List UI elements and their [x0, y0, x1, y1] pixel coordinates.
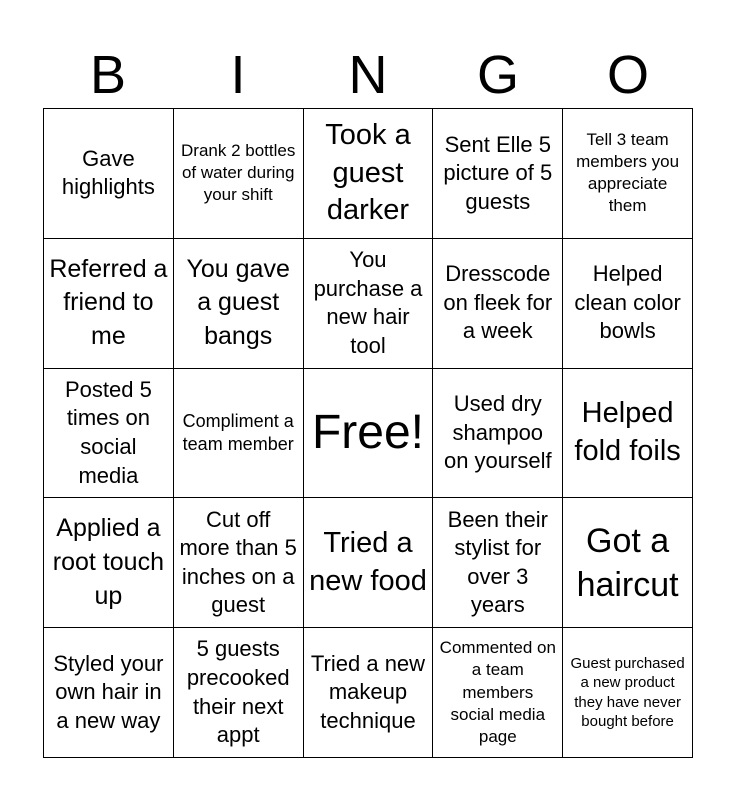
bingo-cell[interactable] — [563, 628, 693, 758]
cell-text: Been their stylist for over 3 years — [447, 506, 548, 618]
bingo-grid — [43, 108, 693, 758]
cell-text: Styled your own hair in a new way — [53, 650, 164, 733]
bingo-cell[interactable] — [563, 369, 693, 499]
cell-text: Used dry shampoo on yourself — [443, 391, 552, 474]
cell-text: Helped fold foils — [574, 397, 681, 467]
bingo-cell[interactable] — [433, 109, 563, 239]
bingo-cell[interactable] — [304, 628, 434, 758]
bingo-cell[interactable] — [174, 498, 304, 628]
cell-text: Applied a root touch up — [52, 514, 164, 610]
bingo-cell[interactable] — [433, 239, 563, 369]
bingo-cell[interactable] — [304, 498, 434, 628]
header-letter-n: N — [348, 45, 388, 105]
bingo-cell[interactable] — [563, 498, 693, 628]
cell-text: Tried a new food — [309, 527, 427, 597]
header-letter-g: G — [476, 45, 519, 105]
cell-text: Dresscode on fleek for a week — [443, 261, 553, 344]
cell-text: Free! — [311, 405, 424, 459]
bingo-cell[interactable] — [44, 239, 174, 369]
free-cell[interactable] — [304, 369, 434, 499]
header-letter-b: B — [89, 45, 127, 105]
cell-text: Referred a friend to me — [49, 254, 168, 351]
bingo-cell[interactable] — [174, 369, 304, 499]
bingo-cell[interactable] — [174, 628, 304, 758]
header-letter-i: I — [230, 45, 246, 105]
cell-text: Compliment a team member — [182, 410, 294, 454]
bingo-cell[interactable] — [304, 239, 434, 369]
bingo-cell[interactable] — [44, 498, 174, 628]
cell-text: You purchase a new hair tool — [313, 247, 423, 358]
cell-text: Cut off more than 5 inches on a guest — [179, 506, 297, 618]
cell-text: Drank 2 bottles of water during your shift — [181, 141, 296, 205]
cell-text: You gave a guest bangs — [186, 254, 290, 351]
bingo-cell[interactable] — [433, 628, 563, 758]
cell-text: Got a haircut — [576, 521, 679, 604]
cell-text: Guest purchased a new product they have never bought before — [570, 654, 685, 731]
cell-text: Tried a new makeup technique — [310, 650, 426, 733]
bingo-cell[interactable] — [44, 369, 174, 499]
cell-text: 5 guests precooked their next appt — [186, 636, 290, 748]
cell-text: Took a guest darker — [325, 118, 411, 227]
cell-text: Gave highlights — [61, 145, 155, 200]
cell-text: Commented on a team members social media page — [439, 638, 556, 746]
bingo-cell[interactable] — [44, 109, 174, 239]
bingo-cell[interactable] — [433, 498, 563, 628]
bingo-cell[interactable] — [174, 239, 304, 369]
bingo-cell[interactable] — [433, 369, 563, 499]
bingo-cell[interactable] — [563, 239, 693, 369]
bingo-cell[interactable] — [174, 109, 304, 239]
cell-text: Tell 3 team members you appreciate them — [576, 130, 680, 216]
cell-text: Helped clean color bowls — [574, 261, 681, 344]
bingo-header — [43, 42, 693, 108]
cell-text: Sent Elle 5 picture of 5 guests — [443, 131, 553, 214]
bingo-cell[interactable] — [304, 109, 434, 239]
header-letter-o: O — [606, 45, 649, 105]
bingo-cell[interactable] — [44, 628, 174, 758]
cell-text: Posted 5 times on social media — [64, 376, 152, 488]
bingo-cell[interactable] — [563, 109, 693, 239]
